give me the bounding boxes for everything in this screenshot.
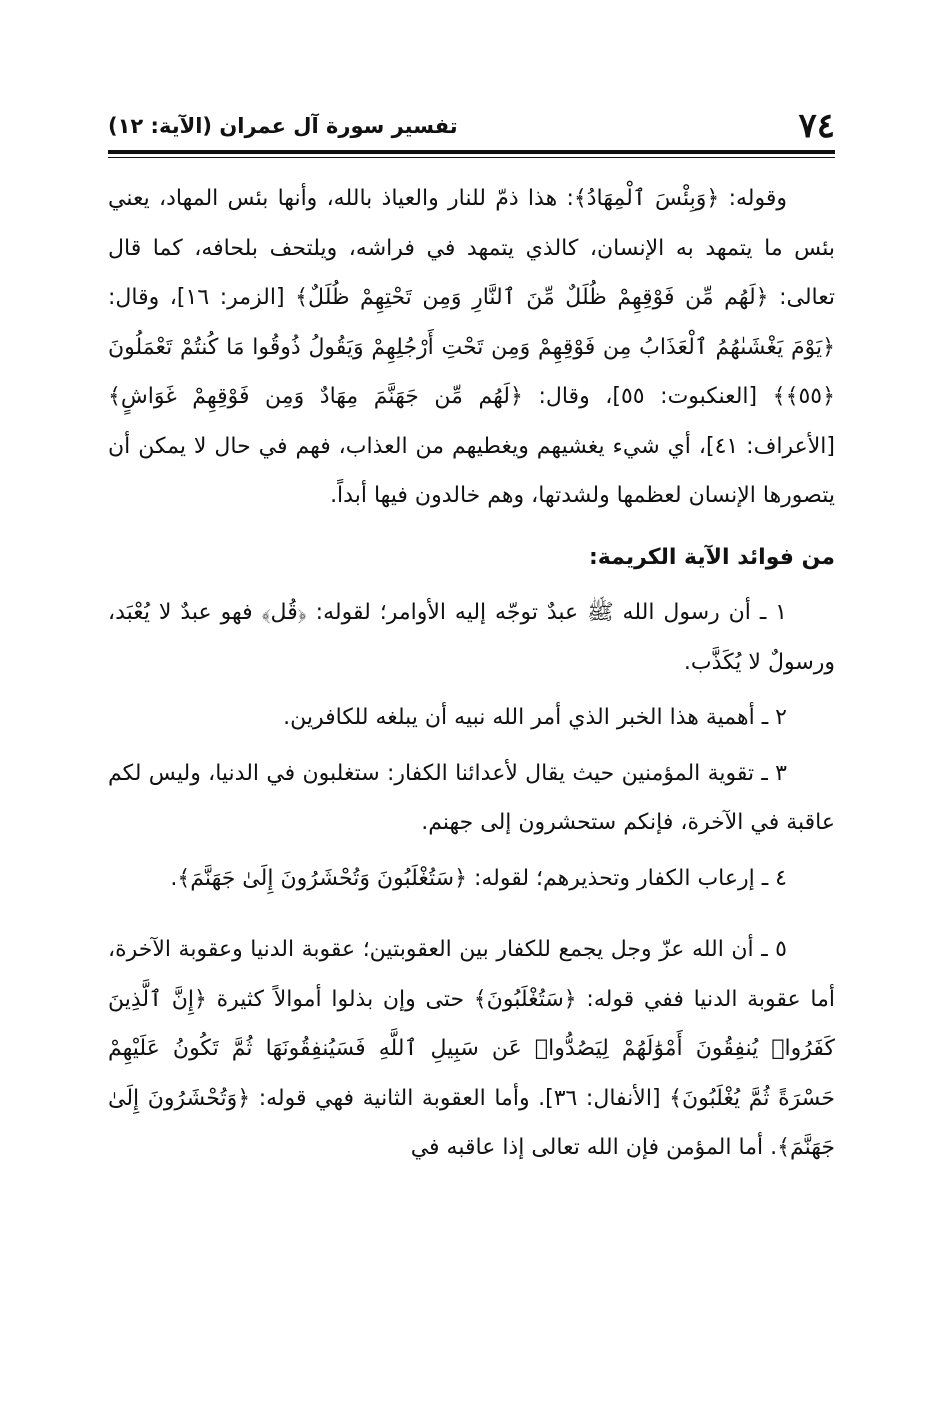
- running-title: تفسير سورة آل عمران (الآية: ١٢): [108, 114, 458, 138]
- page-body: [108, 174, 835, 1173]
- benefit-item-3: ٣ ـ تقوية المؤمنين حيث يقال لأعدائنا الكفار: ستغلبون في الدنيا، وليس لكم عاقبة في الآخرة، فإنكم ستحشرون إلى جهنم.: [108, 760, 835, 835]
- page-header: [108, 92, 835, 148]
- page-number: ٧٤: [798, 106, 835, 146]
- benefit-item-4: ٤ ـ إرعاب الكفار وتحذيرهم؛ لقوله: ﴿سَتُغْلَبُونَ وَتُحْشَرُونَ إِلَىٰ جَهَنَّمَ﴾.: [170, 865, 787, 891]
- header-rule-thick: [108, 150, 835, 154]
- section-heading: من فوائد الآية الكريمة:: [588, 544, 835, 570]
- body-paragraph: وقوله: ﴿وَبِئْسَ ٱلْمِهَادُ﴾: هذا ذمّ للنار والعياذ بالله، وأنها بئس المهاد، يعني بئس ما يتمهد به الإنسان، كالذي يتمهد في فراشه، ويلتحف بلحافه، كما قال تعالى: ﴿لَهُم مِّن فَوْقِهِمْ ظُلَلٌ مِّنَ ٱلنَّارِ وَمِن تَحْتِهِمْ ظُلَلٌ﴾ [الزمر: ١٦]، وقال: ﴿يَوْمَ يَغْشَىٰهُمُ ٱلْعَذَابُ مِن فَوْقِهِمْ وَمِن تَحْتِ أَرْجُلِهِمْ وَيَقُولُ ذُوقُوا مَا كُنتُمْ تَعْمَلُونَ ﴿٥٥﴾﴾ [العنكبوت: ٥٥]، وقال: ﴿لَهُم مِّن جَهَنَّمَ مِهَادٌ وَمِن فَوْقِهِمْ غَوَاشٍ﴾ [الأعراف: ٤١]، أي شيء يغشيهم ويغطيهم من العذاب، فهم في حال لا يمكن أن يتصورها الإنسان لعظمها ولشدتها، وهم خالدون فيها أبداً.: [108, 186, 835, 508]
- benefit-item-5: ٥ ـ أن الله عزّ وجل يجمع للكفار بين العقوبتين؛ عقوبة الدنيا وعقوبة الآخرة، أما عقوبة الدنيا ففي قوله: ﴿سَتُغْلَبُونَ﴾ حتى وإن بذلوا أموالاً كثيرة ﴿إِنَّ ٱلَّذِينَ كَفَرُوا۟ يُنفِقُونَ أَمْوَٰلَهُمْ لِيَصُدُّوا۟ عَن سَبِيلِ ٱللَّهِ فَسَيُنفِقُونَهَا ثُمَّ تَكُونُ عَلَيْهِمْ حَسْرَةً ثُمَّ يُغْلَبُونَ﴾ [الأنفال: ٣٦]. وأما العقوبة الثانية فهي قوله: ﴿وَتُحْشَرُونَ إِلَىٰ جَهَنَّمَ﴾. أما المؤمن فإن الله تعالى إذا عاقبه في: [108, 937, 835, 1160]
- header-rule-thin: [108, 157, 835, 158]
- benefit-item-2: ٢ ـ أهمية هذا الخبر الذي أمر الله نبيه أن يبلغه للكافرين.: [283, 705, 787, 730]
- benefit-item-1: ١ ـ أن رسول الله ﷺ عبدٌ توجّه إليه الأوامر؛ لقوله: ﴿قُل﴾ فهو عبدٌ لا يُعْبَد، ورسولٌ لا يُكَذَّب.: [108, 600, 835, 675]
